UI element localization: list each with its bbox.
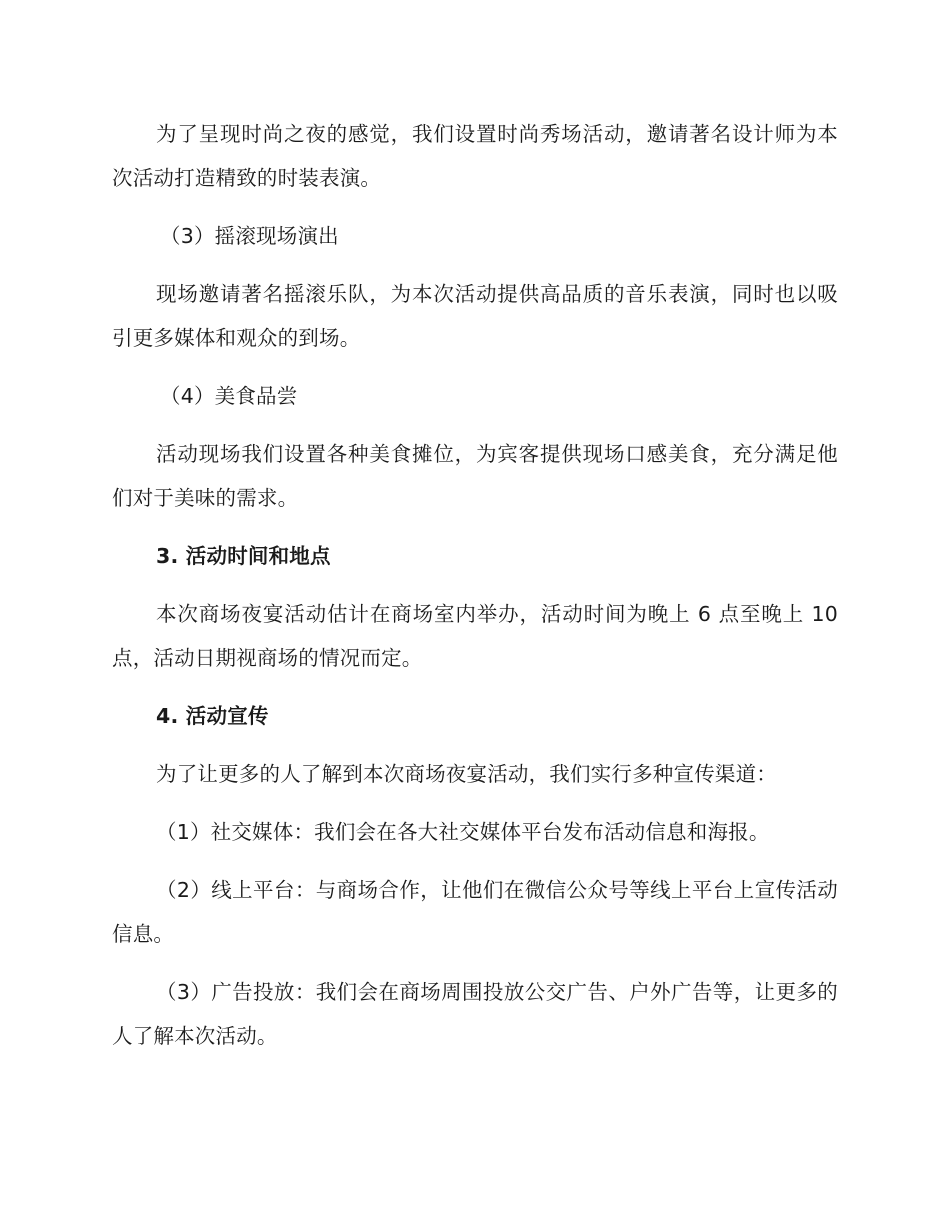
list-item-social-media: （1）社交媒体：我们会在各大社交媒体平台发布活动信息和海报。 — [156, 820, 770, 844]
paragraph-food: 活动现场我们设置各种美食摊位，为宾客提供现场口感美食，充分满足他们对于美味的需求。 — [112, 442, 838, 510]
document-body — [112, 112, 838, 1058]
list-item-rock-title: （3）摇滚现场演出 — [160, 224, 339, 248]
paragraph-fashion-show: 为了呈现时尚之夜的感觉，我们设置时尚秀场活动，邀请著名设计师为本次活动打造精致的时装表演。 — [112, 122, 838, 190]
paragraph-rock-show: 现场邀请著名摇滚乐队，为本次活动提供高品质的音乐表演，同时也以吸引更多媒体和观众的到场。 — [112, 282, 838, 350]
list-item-online-platform: （2）线上平台：与商场合作，让他们在微信公众号等线上平台上宣传活动信息。 — [112, 878, 838, 946]
section-heading-time-place: 3. 活动时间和地点 — [156, 544, 331, 568]
paragraph-time-place: 本次商场夜宴活动估计在商场室内举办，活动时间为晚上 6 点至晚上 10 点，活动日期视商场的情况而定。 — [112, 602, 838, 670]
list-item-advertising: （3）广告投放：我们会在商场周围投放公交广告、户外广告等，让更多的人了解本次活动。 — [112, 980, 838, 1048]
section-heading-promotion: 4. 活动宣传 — [156, 704, 269, 728]
paragraph-promotion-intro: 为了让更多的人了解到本次商场夜宴活动，我们实行多种宣传渠道： — [156, 762, 777, 786]
list-item-food-title: （4）美食品尝 — [160, 384, 298, 408]
